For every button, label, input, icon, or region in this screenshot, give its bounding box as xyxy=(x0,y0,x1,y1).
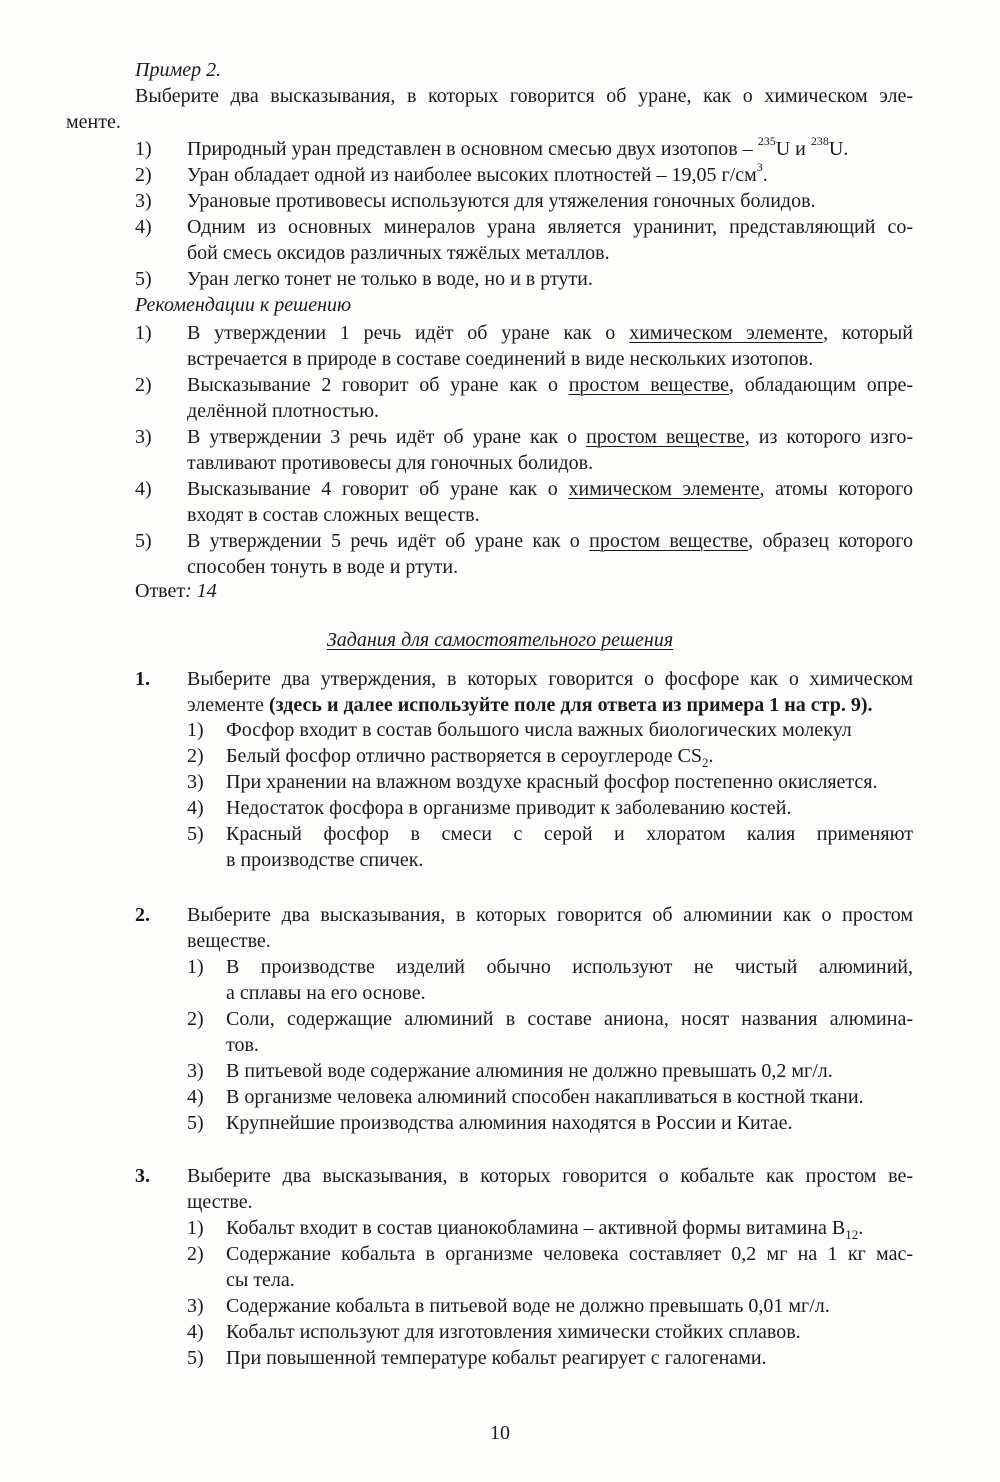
task-1-option-1: Фосфор входит в состав большого числа важных биологических молекул xyxy=(226,719,852,741)
task-option-number: 3) xyxy=(187,1060,204,1082)
rec-2-line1: Высказывание 2 говорит об уране как о простом веществе, обладающим опре- xyxy=(187,374,913,396)
task-2-option-1-line2: а сплавы на его основе. xyxy=(226,982,426,1004)
task-number: 1. xyxy=(135,668,150,690)
task-3-option-2-line2: сы тела. xyxy=(226,1269,295,1291)
rec-2-line2: делённой плотностью. xyxy=(187,400,380,422)
task-3-option-3: Содержание кобальта в питьевой воде не должно превышать 0,01 мг/л. xyxy=(226,1295,830,1317)
task-number: 3. xyxy=(135,1165,150,1187)
task-2-option-3: В питьевой воде содержание алюминия не должно превышать 0,2 мг/л. xyxy=(226,1060,833,1082)
task-option-number: 2) xyxy=(187,1243,204,1265)
example-option-2: Уран обладает одной из наиболее высоких плотностей – 19,05 $г/см^3$. xyxy=(187,160,768,186)
task-option-number: 4) xyxy=(187,1321,204,1343)
example-option-number: 2) xyxy=(135,164,152,186)
example-option-5: Уран легко тонет не только в воде, но и в ртути. xyxy=(187,268,593,290)
task-2-question-line1: Выберите два высказывания, в которых говорится об алюминии как о простом xyxy=(187,904,913,926)
rec-number: 4) xyxy=(135,478,152,500)
section-title: Задания для самостоятельного решения xyxy=(326,629,674,651)
answer: Ответ: 14 xyxy=(135,580,217,602)
task-1-option-3: При хранении на влажном воздухе красный фосфор постепенно окисляется. xyxy=(226,771,878,793)
task-2-option-2-line1: Соли, содержащие алюминий в составе аниона, носят названия алюмина- xyxy=(226,1008,913,1030)
task-1-option-2: Белый фосфор отлично растворяется в сероуглероде $CS_2$. xyxy=(226,745,714,770)
task-option-number: 5) xyxy=(187,1112,204,1134)
task-1-option-4: Недостаток фосфора в организме приводит к заболеванию костей. xyxy=(226,797,792,819)
rec-number: 5) xyxy=(135,530,152,552)
task-2-option-4: В организме человека алюминий способен накапливаться в костной ткани. xyxy=(226,1086,864,1108)
task-option-number: 3) xyxy=(187,771,204,793)
example-option-number: 5) xyxy=(135,268,152,290)
rec-1-line2: встречается в природе в составе соединений в виде нескольких изотопов. xyxy=(187,348,814,370)
task-1-option-5-line2: в производстве спичек. xyxy=(226,849,424,871)
task-option-number: 1) xyxy=(187,956,204,978)
task-2-option-5: Крупнейшие производства алюминия находятся в России и Китае. xyxy=(226,1112,793,1134)
task-2-option-1-line1: В производстве изделий обычно используют не чистый алюминий, xyxy=(226,956,913,978)
rec-4-line2: входят в состав сложных веществ. xyxy=(187,504,480,526)
task-number: 2. xyxy=(135,904,150,926)
task-option-number: 1) xyxy=(187,719,204,741)
page-number: 10 xyxy=(490,1422,510,1444)
task-2-question-line2: веществе. xyxy=(187,930,271,952)
task-1-option-5-line1: Красный фосфор в смеси с серой и хлоратом калия применяют xyxy=(226,823,913,845)
task-3-option-2-line1: Содержание кобальта в организме человека составляет 0,2 мг на 1 кг мас- xyxy=(226,1243,913,1265)
rec-5-line2: способен тонуть в воде и ртути. xyxy=(187,556,459,578)
task-option-number: 2) xyxy=(187,745,204,767)
task-3-question-line1: Выберите два высказывания, в которых говорится о кобальте как простом ве- xyxy=(187,1165,913,1187)
example-label: Пример 2. xyxy=(135,59,222,81)
example-option-1: Природный уран представлен в основном смесью двух изотопов – $^{235}$U и $^{238}$U. xyxy=(187,134,849,160)
task-3-option-1: Кобальт входит в состав цианокобламина – активной формы витамина $B_{12}$. xyxy=(226,1217,864,1242)
rec-4-line1: Высказывание 4 говорит об уране как о химическом элементе, атомы которого xyxy=(187,478,913,500)
task-1-question-line2: элементе (здесь и далее используйте поле для ответа из примера 1 на стр. 9). xyxy=(187,694,873,716)
example-option-number: 1) xyxy=(135,138,152,160)
task-option-number: 2) xyxy=(187,1008,204,1030)
example-option-number: 3) xyxy=(135,190,152,212)
task-option-number: 4) xyxy=(187,1086,204,1108)
example-option-4-line1: Одним из основных минералов урана является уранинит, представляющий со- xyxy=(187,216,913,238)
task-1-question-line1: Выберите два утверждения, в которых говорится о фосфоре как о химическом xyxy=(187,668,913,690)
rec-1-line1: В утверждении 1 речь идёт об уране как о химическом элементе, который xyxy=(187,322,913,344)
task-option-number: 4) xyxy=(187,797,204,819)
rec-number: 1) xyxy=(135,322,152,344)
task-3-option-4: Кобальт используют для изготовления химически стойких сплавов. xyxy=(226,1321,801,1343)
task-option-number: 3) xyxy=(187,1295,204,1317)
rec-number: 2) xyxy=(135,374,152,396)
example-option-4-line2: бой смесь оксидов различных тяжёлых металлов. xyxy=(187,242,610,264)
task-option-number: 5) xyxy=(187,1347,204,1369)
rec-5-line1: В утверждении 5 речь идёт об уране как о простом веществе, образец которого xyxy=(187,530,913,552)
task-option-number: 5) xyxy=(187,823,204,845)
task-option-number: 1) xyxy=(187,1217,204,1239)
task-3-question-line2: ществе. xyxy=(187,1191,253,1213)
example-question-line2: менте. xyxy=(66,111,121,133)
example-option-number: 4) xyxy=(135,216,152,238)
rec-3-line1: В утверждении 3 речь идёт об уране как о простом веществе, из которого изго- xyxy=(187,426,913,448)
rec-3-line2: тавливают противовесы для гоночных болидов. xyxy=(187,452,594,474)
recommendations-label: Рекомендации к решению xyxy=(135,294,352,316)
task-3-option-5: При повышенной температуре кобальт реагирует с галогенами. xyxy=(226,1347,767,1369)
example-option-3: Урановые противовесы используются для утяжеления гоночных болидов. xyxy=(187,190,816,212)
task-2-option-2-line2: тов. xyxy=(226,1034,259,1056)
rec-number: 3) xyxy=(135,426,152,448)
example-question-line1: Выберите два высказывания, в которых говорится об уране, как о химическом эле- xyxy=(135,85,913,107)
